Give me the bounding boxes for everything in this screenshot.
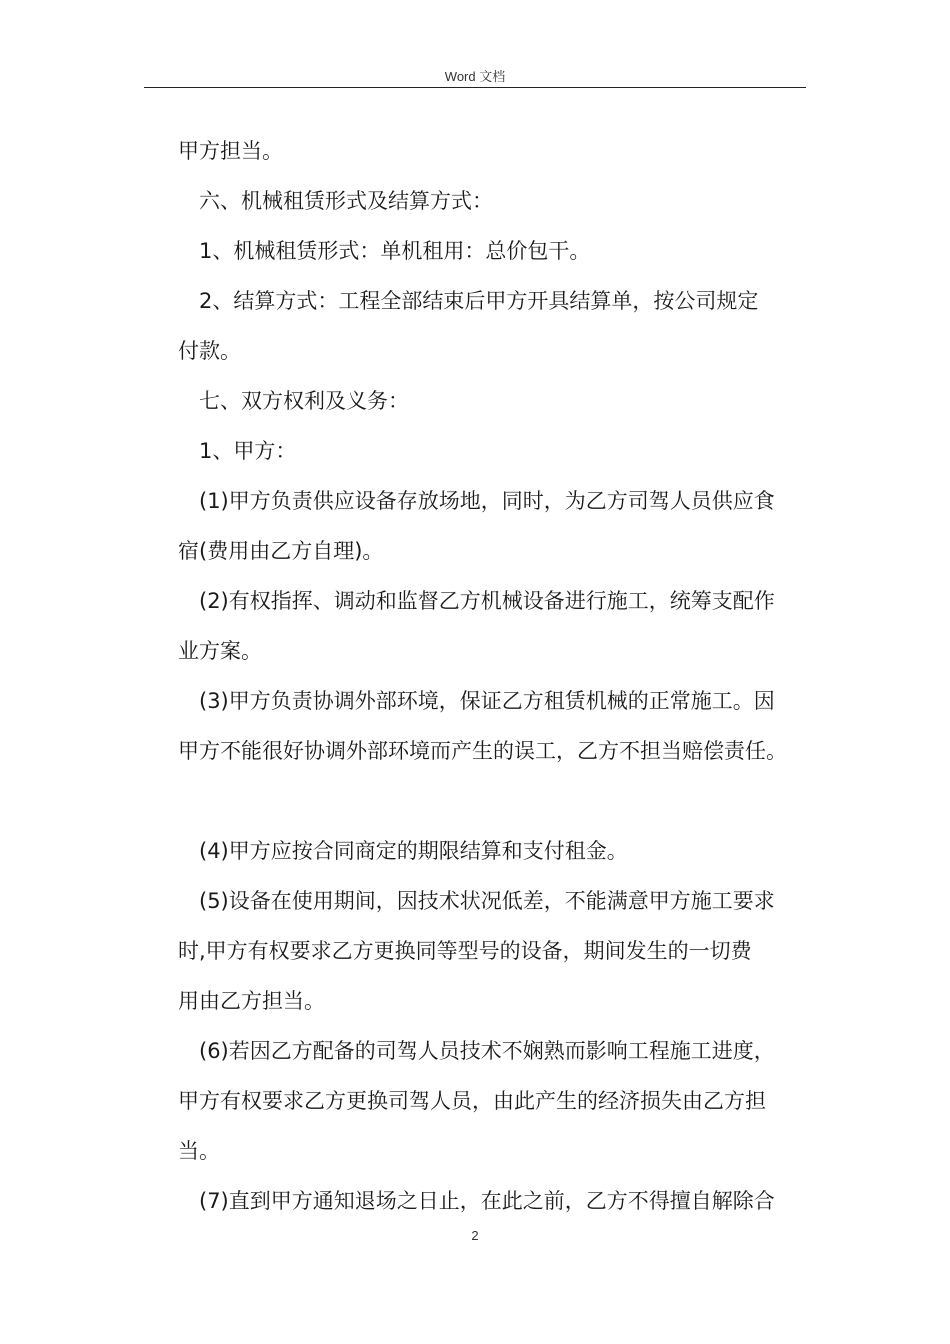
paragraph-line: 1、甲方： xyxy=(199,439,297,463)
page-header: Word 文档 xyxy=(444,69,506,84)
document-body xyxy=(178,126,818,1226)
paragraph-line: 用由乙方担当。 xyxy=(178,989,325,1013)
paragraph-line: 甲方担当。 xyxy=(178,139,283,163)
paragraph-line: (4)甲方应按合同商定的期限结算和支付租金。 xyxy=(199,839,628,863)
paragraph-line: (6)若因乙方配备的司驾人员技术不娴熟而影响工程施工进度， xyxy=(199,1039,775,1063)
paragraph-line: (1)甲方负责供应设备存放场地，同时，为乙方司驾人员供应食 xyxy=(199,489,775,513)
paragraph-line: 甲方不能很好协调外部环境而产生的误工，乙方不担当赔偿责任。 xyxy=(178,739,787,763)
paragraph-line: (3)甲方负责协调外部环境，保证乙方租赁机械的正常施工。因 xyxy=(199,689,775,713)
page-number: 2 xyxy=(471,1228,479,1243)
paragraph-line: 宿(费用由乙方自理)。 xyxy=(178,539,384,563)
header-rule xyxy=(144,87,806,88)
paragraph-gap xyxy=(178,776,818,826)
paragraph-line: 2、结算方式：工程全部结束后甲方开具结算单，按公司规定 xyxy=(199,289,759,313)
paragraph-line: 业方案。 xyxy=(178,639,262,663)
paragraph-line: 六、机械租赁形式及结算方式： xyxy=(199,189,493,213)
paragraph-line: 七、双方权利及义务： xyxy=(199,389,409,413)
paragraph-line: 付款。 xyxy=(178,339,241,363)
paragraph-line: 当。 xyxy=(178,1139,220,1163)
paragraph-line: (2)有权指挥、调动和监督乙方机械设备进行施工，统筹支配作 xyxy=(199,589,775,613)
paragraph-line: 甲方有权要求乙方更换司驾人员，由此产生的经济损失由乙方担 xyxy=(178,1089,766,1113)
paragraph-line: 1、机械租赁形式：单机租用：总价包干。 xyxy=(199,239,591,263)
paragraph-line: 时,甲方有权要求乙方更换同等型号的设备，期间发生的一切费 xyxy=(178,939,752,963)
paragraph-line: (5)设备在使用期间，因技术状况低差，不能满意甲方施工要求 xyxy=(199,889,775,913)
paragraph-line: (7)直到甲方通知退场之日止，在此之前，乙方不得擅自解除合 xyxy=(199,1189,775,1213)
